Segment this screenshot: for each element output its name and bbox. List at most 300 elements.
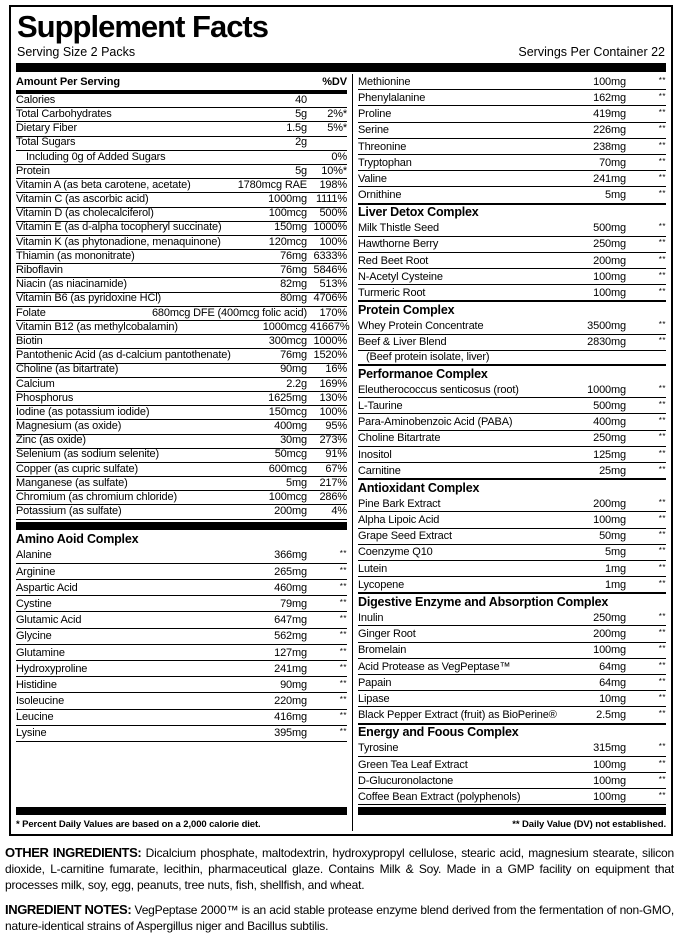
other-ingredients-label: OTHER INGREDIENTS: — [5, 845, 142, 861]
ingredient-row — [16, 165, 347, 179]
ingredient-amount: 82mg — [280, 278, 307, 291]
ingredient-name: Inulin — [358, 612, 384, 625]
dv-not-established-mark: ** — [339, 711, 347, 721]
ingredient-name: Red Beet Root — [358, 254, 429, 267]
ingredient-dv: 5846% — [313, 264, 347, 277]
ingredient-amount: 50mg — [599, 530, 626, 543]
ingredient-amount: 150mg — [274, 221, 307, 234]
ingredient-row — [358, 741, 666, 757]
ingredient-row — [358, 398, 666, 414]
serving-size-label: Serving Size 2 Packs — [17, 45, 136, 59]
ingredient-name: Pantothenic Acid (as d-calcium pantothenate) — [16, 349, 231, 362]
ingredient-dv — [629, 513, 666, 527]
ingredient-name: Serine — [358, 124, 389, 137]
ingredient-row — [16, 250, 347, 264]
ingredient-name: Threonine — [358, 140, 407, 153]
ingredient-name: Phosphorus — [16, 391, 74, 404]
ingredient-amount: 100mg — [593, 774, 626, 787]
dv-not-established-mark: ** — [658, 742, 666, 752]
supplement-facts-panel — [9, 5, 673, 836]
ingredient-name: Grape Seed Extract — [358, 530, 452, 543]
dv-not-established-mark: ** — [658, 578, 666, 588]
section-title: Digestive Enzyme and Absorption Complex — [358, 593, 666, 610]
dv-not-established-mark: ** — [658, 628, 666, 638]
ingredient-name: Protein — [16, 164, 50, 177]
section-title: Protein Complex — [358, 301, 666, 318]
ingredient-row — [358, 577, 666, 593]
ingredient-row — [16, 693, 347, 709]
ingredient-row — [16, 677, 347, 693]
ingredient-name: Aspartic Acid — [16, 581, 78, 594]
ingredient-amount: 1000mg — [268, 193, 307, 206]
ingredient-row — [358, 382, 666, 398]
ingredient-row — [16, 222, 347, 236]
dv-not-established-mark: ** — [658, 676, 666, 686]
ingredient-dv — [310, 710, 347, 724]
ingredient-amount: 600mcg — [268, 462, 307, 475]
dv-not-established-mark: ** — [658, 612, 666, 622]
ingredient-dv — [629, 790, 666, 804]
dv-not-established-mark: ** — [658, 270, 666, 280]
ingredient-amount: 1625mg — [268, 391, 307, 404]
ingredient-row — [358, 610, 666, 626]
ingredient-dv — [310, 694, 347, 708]
ingredient-dv: 170% — [319, 306, 347, 319]
ingredient-name: Papain — [358, 676, 392, 689]
ingredient-dv — [629, 774, 666, 788]
ingredient-amount: 64mg — [599, 660, 626, 673]
dv-not-established-mark: ** — [658, 254, 666, 264]
section-title: Liver Detox Complex — [358, 204, 666, 221]
amount-header-label: Amount Per Serving — [16, 76, 120, 88]
ingredient-name: Lipase — [358, 692, 390, 705]
ingredient-row — [16, 307, 347, 321]
ingredient-name: Vitamin B6 (as pyridoxine HCl) — [16, 292, 162, 305]
ingredient-name: Vitamin C (as ascorbic acid) — [16, 193, 149, 206]
ingredient-name: Magnesium (as oxide) — [16, 420, 122, 433]
ingredient-row — [16, 435, 347, 449]
ingredient-name: Proline — [358, 108, 392, 121]
ingredient-row — [358, 691, 666, 707]
ingredient-dv — [629, 758, 666, 772]
ingredient-name: L-Taurine — [358, 399, 403, 412]
ingredient-amount: 265mg — [274, 565, 307, 578]
ingredient-dv — [629, 529, 666, 543]
ingredient-name: Glutamine — [16, 646, 65, 659]
dv-not-established-mark: ** — [658, 546, 666, 556]
ingredient-amount: 100mcg — [268, 207, 307, 220]
ingredient-amount: 64mg — [599, 676, 626, 689]
ingredient-dv — [310, 629, 347, 643]
ingredient-amount: 395mg — [274, 727, 307, 740]
ingredient-dv — [310, 597, 347, 611]
right-column — [353, 74, 666, 831]
ingredient-dv — [310, 581, 347, 595]
amino-acid-rows — [16, 548, 347, 742]
complex-section — [358, 479, 666, 593]
ingredient-notes-label: INGREDIENT NOTES: — [5, 902, 132, 918]
ingredient-name: Lutein — [358, 562, 388, 575]
ingredient-name: Lysine — [16, 727, 47, 740]
ingredient-name: Black Pepper Extract (fruit) as BioPerine® — [358, 709, 557, 722]
ingredient-amount: 680mcg DFE (400mcg folic acid) — [151, 306, 307, 319]
ingredient-name: Zinc (as oxide) — [16, 434, 86, 447]
ingredient-amount: 100mg — [593, 75, 626, 88]
dv-not-established-mark: ** — [658, 709, 666, 719]
ingredient-dv — [629, 286, 666, 300]
dv-not-established-mark: ** — [658, 222, 666, 232]
ingredient-row — [16, 151, 347, 165]
ingredient-name: Total Carbohydrates — [16, 107, 112, 120]
ingredient-row — [358, 545, 666, 561]
ingredient-row — [16, 463, 347, 477]
ingredient-name: Choline (as bitartrate) — [16, 363, 119, 376]
ingredient-amount: 120mcg — [268, 235, 307, 248]
ingredient-row — [16, 580, 347, 596]
ingredient-amount: 90mg — [280, 363, 307, 376]
ingredient-row — [16, 477, 347, 491]
ingredient-dv: 500% — [319, 207, 347, 220]
right-column-footer — [358, 805, 666, 831]
ingredient-dv: 286% — [319, 491, 347, 504]
ingredient-name: Leucine — [16, 711, 54, 724]
dv-not-established-mark: ** — [658, 448, 666, 458]
dv-not-established-mark: ** — [658, 432, 666, 442]
ingredient-amount: 500mg — [593, 222, 626, 235]
ingredient-name: Valine — [358, 172, 387, 185]
ingredient-dv — [629, 545, 666, 559]
ingredient-name: Alanine — [16, 549, 52, 562]
ingredient-row — [16, 364, 347, 378]
dv-not-established-mark: ** — [658, 530, 666, 540]
ingredient-name: Vitamin D (as cholecalciferol) — [16, 207, 154, 220]
ingredient-dv: 4% — [331, 505, 347, 518]
ingredient-dv: 91% — [325, 448, 347, 461]
ingredient-row — [358, 106, 666, 122]
ingredient-dv — [629, 270, 666, 284]
ingredient-dv — [629, 708, 666, 722]
other-ingredients-text: Dicalcium phosphate, maltodextrin, hydroxypropyl cellulose, stearic acid, magnesium stearate, silicon dioxide, L-carnitine fumarate, lecithin, pharmaceutical glaze. Contains Milk & Soy. Made in a GMP facility on equipment that processes milk, soy, egg, peanuts, tree nuts, fish, shellfish, and wheat. — [5, 846, 674, 893]
ingredient-amount: 100mg — [593, 758, 626, 771]
ingredient-name: Thiamin (as mononitrate) — [16, 249, 135, 262]
ingredient-row — [358, 447, 666, 463]
ingredient-name: Selenium (as sodium selenite) — [16, 448, 159, 461]
complex-section — [358, 724, 666, 806]
dv-not-established-mark: ** — [658, 514, 666, 524]
ingredient-amount: 1780mcg RAE — [237, 178, 307, 191]
ingredient-row — [358, 414, 666, 430]
ingredient-dv — [629, 140, 666, 154]
ingredient-name: Hydroxyproline — [16, 662, 88, 675]
dv-not-established-mark: ** — [339, 597, 347, 607]
ingredient-dv — [629, 448, 666, 462]
ingredient-dv: 41667% — [310, 320, 350, 333]
ingredient-row — [16, 378, 347, 392]
complex-section — [358, 365, 666, 479]
ingredient-row — [358, 285, 666, 301]
ingredient-dv — [629, 611, 666, 625]
dv-not-established-mark: ** — [658, 464, 666, 474]
ingredient-dv: 130% — [319, 391, 347, 404]
ingredient-row — [358, 253, 666, 269]
ingredient-name: Including 0g of Added Sugars — [26, 150, 166, 163]
ingredient-row — [16, 278, 347, 292]
ingredient-amount: 562mg — [274, 630, 307, 643]
ingredient-amount: 162mg — [593, 91, 626, 104]
ingredient-row — [358, 74, 666, 90]
ingredient-row — [358, 675, 666, 691]
ingredient-name: Coenzyme Q10 — [358, 546, 433, 559]
dv-not-established-mark: ** — [658, 320, 666, 330]
ingredient-row — [16, 293, 347, 307]
ingredient-name: Beef & Liver Blend — [358, 336, 447, 349]
ingredient-name: Calcium — [16, 377, 55, 390]
ingredient-name: Milk Thistle Seed — [358, 222, 440, 235]
ingredient-name: Chromium (as chromium chloride) — [16, 491, 178, 504]
ingredient-amount: 76mg — [280, 249, 307, 262]
dv-not-established-mark: ** — [658, 91, 666, 101]
ingredient-dv: 1000% — [313, 221, 347, 234]
ingredient-row — [16, 392, 347, 406]
ingredient-name: Pine Bark Extract — [358, 497, 441, 510]
ingredient-name: Histidine — [16, 678, 57, 691]
ingredient-amount: 25mg — [599, 464, 626, 477]
ingredient-dv: 1111% — [315, 193, 347, 206]
ingredient-row — [16, 726, 347, 742]
dv-not-established-mark: ** — [658, 692, 666, 702]
ingredient-dv — [629, 497, 666, 511]
ingredient-row — [358, 237, 666, 253]
dv-not-established-mark: ** — [658, 562, 666, 572]
ingredient-name: Manganese (as sulfate) — [16, 476, 128, 489]
dv-not-established-mark: ** — [658, 189, 666, 199]
dv-not-established-mark: ** — [658, 758, 666, 768]
ingredient-amount: 1mg — [605, 578, 626, 591]
ingredient-amount: 1000mg — [587, 383, 626, 396]
complex-section — [358, 204, 666, 302]
thick-divider-bar — [16, 807, 347, 815]
ingredient-name: Inositol — [358, 448, 392, 461]
ingredient-row — [16, 179, 347, 193]
ingredient-name: Dietary Fiber — [16, 122, 78, 135]
dv-not-established-mark: ** — [658, 383, 666, 393]
ingredient-amount: 5mg — [286, 476, 307, 489]
ingredient-row — [16, 505, 347, 519]
ingredient-name: Green Tea Leaf Extract — [358, 758, 468, 771]
dv-header-label: %DV — [322, 76, 347, 88]
ingredient-amount: 200mg — [593, 254, 626, 267]
ingredient-name: Iodine (as potassium iodide) — [16, 405, 150, 418]
ingredient-amount: 100mg — [593, 644, 626, 657]
ingredient-row — [16, 137, 347, 151]
ingredient-amount: 200mg — [593, 628, 626, 641]
ingredient-notes-text: VegPeptase 2000™ is an acid stable protease enzyme blend derived from the fermentation of non-GMO, nature-identical strains of Aspergillus niger and Bacillus subtilis. — [5, 903, 674, 934]
ingredient-amount: 241mg — [593, 172, 626, 185]
ingredient-row — [16, 645, 347, 661]
ingredient-row — [16, 449, 347, 463]
ingredient-dv: 1520% — [313, 349, 347, 362]
ingredient-amount: 150mcg — [268, 405, 307, 418]
dv-not-established-mark: ** — [658, 287, 666, 297]
ingredient-name: Whey Protein Concentrate — [358, 320, 484, 333]
ingredient-row — [16, 335, 347, 349]
ingredient-amount: 419mg — [593, 108, 626, 121]
ingredient-amount: 100mg — [593, 514, 626, 527]
dv-not-established-mark: ** — [339, 549, 347, 559]
thick-divider-bar — [16, 63, 666, 72]
ingredient-name: Vitamin A (as beta carotene, acetate) — [16, 178, 191, 191]
section-title: Antioxidant Complex — [358, 479, 666, 496]
ingredient-amount: 80mg — [280, 292, 307, 305]
panel-title: Supplement Facts — [17, 9, 268, 44]
ingredient-name: Ginger Root — [358, 628, 416, 641]
ingredient-name: Turmeric Root — [358, 287, 426, 300]
ingredient-row — [358, 90, 666, 106]
ingredient-dv — [310, 565, 347, 579]
ingredient-row — [358, 707, 666, 723]
ingredient-amount: 127mg — [274, 646, 307, 659]
ingredient-amount: 238mg — [593, 140, 626, 153]
dv-not-established-mark: ** — [339, 727, 347, 737]
ingredient-amount: 5mg — [605, 546, 626, 559]
ingredient-name: Choline Bitartrate — [358, 432, 441, 445]
ingredient-dv — [629, 627, 666, 641]
ingredient-row — [358, 463, 666, 479]
ingredient-dv: 95% — [325, 420, 347, 433]
ingredient-dv — [629, 431, 666, 445]
ingredient-dv — [629, 107, 666, 121]
ingredient-dv — [629, 156, 666, 170]
ingredient-dv — [629, 172, 666, 186]
ingredient-row — [16, 264, 347, 278]
ingredient-name: Riboflavin — [16, 264, 63, 277]
ingredient-dv: 0% — [331, 150, 347, 163]
dv-not-established-mark: ** — [658, 156, 666, 166]
ingredient-row — [358, 139, 666, 155]
ingredient-amount: 30mg — [280, 434, 307, 447]
ingredient-row — [16, 629, 347, 645]
ingredient-name: Vitamin E (as d-alpha tocopheryl succinate) — [16, 221, 222, 234]
ingredient-dv — [629, 237, 666, 251]
ingredient-amount: 250mg — [593, 612, 626, 625]
ingredient-name: Coffee Bean Extract (polyphenols) — [358, 790, 521, 803]
ingredient-amount: 460mg — [274, 581, 307, 594]
ingredient-dv: 1000% — [313, 334, 347, 347]
ingredient-amount: 100mcg — [268, 491, 307, 504]
dv-not-established-mark: ** — [658, 660, 666, 670]
ingredient-dv — [629, 692, 666, 706]
percent-dv-footnote: * Percent Daily Values are based on a 2,000 calorie diet. — [16, 819, 261, 831]
ingredient-row — [358, 561, 666, 577]
ingredient-dv — [629, 676, 666, 690]
dv-not-established-mark: ** — [658, 790, 666, 800]
ingredient-row — [358, 643, 666, 659]
dv-not-established-mark: ** — [658, 774, 666, 784]
ingredient-amount: 400mg — [593, 416, 626, 429]
ingredient-name: Calories — [16, 93, 56, 106]
facts-columns — [16, 74, 666, 831]
ingredient-name: Methionine — [358, 75, 411, 88]
ingredient-name: N-Acetyl Cysteine — [358, 270, 443, 283]
ingredient-amount: 40 — [295, 93, 307, 106]
section-title: Performanoe Complex — [358, 365, 666, 382]
ingredient-name: (Beef protein isolate, liver) — [366, 350, 490, 363]
ingredient-name: Ornithine — [358, 189, 402, 202]
ingredient-dv: 169% — [319, 377, 347, 390]
ingredient-row — [16, 122, 347, 136]
ingredient-dv — [629, 188, 666, 202]
ingredient-row — [358, 221, 666, 237]
ingredient-dv: 273% — [319, 434, 347, 447]
dv-not-established-mark: ** — [658, 108, 666, 118]
ingredient-name: Acid Protease as VegPeptase™ — [358, 660, 511, 673]
ingredient-dv: 198% — [319, 178, 347, 191]
ingredient-row — [358, 757, 666, 773]
ingredient-row — [358, 171, 666, 187]
servings-per-container-label: Servings Per Container 22 — [518, 45, 665, 59]
ingredient-amount: 79mg — [280, 597, 307, 610]
ingredient-dv — [629, 123, 666, 137]
ingredient-amount: 1mg — [605, 562, 626, 575]
dv-not-established-mark: ** — [658, 497, 666, 507]
ingredient-amount: 1000mcg — [262, 320, 307, 333]
ingredient-name: Hawthorne Berry — [358, 238, 439, 251]
ingredient-dv — [629, 91, 666, 105]
dv-not-established-mark: ** — [339, 565, 347, 575]
ingredient-name: Para-Aminobenzoic Acid (PABA) — [358, 416, 513, 429]
dv-not-established-mark: ** — [658, 238, 666, 248]
dv-not-established-mark: ** — [339, 695, 347, 705]
ingredient-row — [358, 773, 666, 789]
dv-not-established-mark: ** — [658, 416, 666, 426]
ingredient-amount: 100mg — [593, 270, 626, 283]
ingredient-amount: 2830mg — [587, 336, 626, 349]
ingredient-amount: 416mg — [274, 711, 307, 724]
ingredient-row — [16, 349, 347, 363]
ingredient-name: Carnitine — [358, 464, 401, 477]
ingredient-name: Niacin (as niacinamide) — [16, 278, 127, 291]
ingredient-dv — [629, 254, 666, 268]
ingredient-dv — [310, 662, 347, 676]
ingredient-amount: 366mg — [274, 549, 307, 562]
dv-not-established-mark: ** — [339, 662, 347, 672]
ingredient-name: Copper (as cupric sulfate) — [16, 462, 139, 475]
ingredient-amount: 76mg — [280, 264, 307, 277]
ingredient-row — [16, 491, 347, 505]
complex-section — [358, 301, 666, 365]
ingredient-row — [16, 548, 347, 564]
ingredient-name: Folate — [16, 306, 46, 319]
ingredient-row — [358, 123, 666, 139]
dv-not-established-footnote: ** Daily Value (DV) not established. — [512, 819, 666, 831]
ingredient-amount: 500mg — [593, 399, 626, 412]
ingredient-note-row — [358, 351, 666, 365]
ingredient-dv — [629, 399, 666, 413]
ingredient-row — [358, 431, 666, 447]
ingredient-dv — [629, 578, 666, 592]
ingredient-row — [16, 94, 347, 108]
ingredient-dv: 10%* — [321, 164, 347, 177]
ingredient-amount: 300mcg — [268, 334, 307, 347]
ingredient-name: D-Glucuronolactone — [358, 774, 454, 787]
ingredient-dv — [629, 415, 666, 429]
other-ingredients-paragraph — [5, 845, 674, 893]
ingredient-name: Total Sugars — [16, 136, 76, 149]
ingredient-name: Eleutherococcus senticosus (root) — [358, 383, 519, 396]
ingredient-name: Cystine — [16, 597, 52, 610]
thick-divider-bar — [16, 522, 347, 530]
ingredient-amount: 90mg — [280, 678, 307, 691]
